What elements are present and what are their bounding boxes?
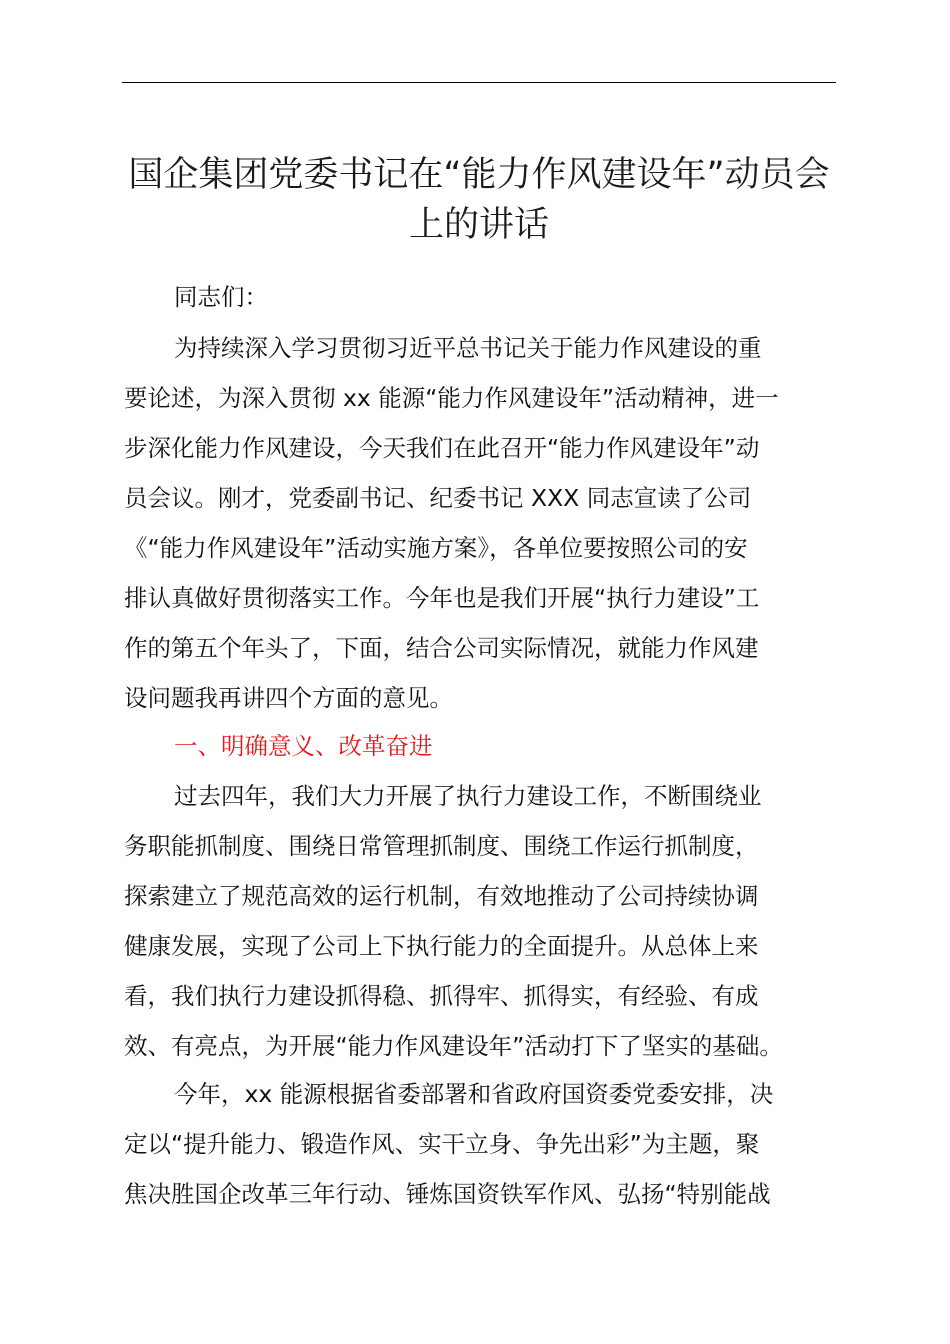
- paragraph-1: [124, 323, 836, 723]
- title-line-2: 上的讲话: [408, 205, 549, 245]
- paragraph-line: 要论述，为深入贯彻 xx 能源“能力作风建设年”活动精神，进一: [124, 384, 779, 412]
- paragraph-line: 设问题我再讲四个方面的意见。: [124, 684, 453, 712]
- paragraph-line: 焦决胜国企改革三年行动、锤炼国资铁军作风、弘扬“特别能战: [124, 1180, 771, 1208]
- paragraph-line: 健康发展，实现了公司上下执行能力的全面提升。从总体上来: [124, 932, 759, 960]
- paragraph-line: 排认真做好贯彻落实工作。今年也是我们开展“执行力建设”工: [124, 584, 760, 612]
- paragraph-3: [124, 1069, 836, 1219]
- paragraph-line: 员会议。刚才，党委副书记、纪委书记 XXX 同志宣读了公司: [124, 484, 752, 512]
- paragraph-line: 《“能力作风建设年”活动实施方案》，各单位要按照公司的安: [124, 534, 748, 562]
- paragraph-line: 务职能抓制度、围绕日常管理抓制度、围绕工作运行抓制度，: [124, 832, 759, 860]
- paragraph-line: 作的第五个年头了，下面，结合公司实际情况，就能力作风建: [124, 634, 759, 662]
- paragraph-line: 步深化能力作风建设，今天我们在此召开“能力作风建设年”动: [124, 434, 760, 462]
- paragraph-line: 今年，xx 能源根据省委部署和省政府国资委党委安排，决: [174, 1080, 774, 1108]
- paragraph-line: 探索建立了规范高效的运行机制，有效地推动了公司持续协调: [124, 882, 759, 910]
- paragraph-2: [124, 771, 836, 1071]
- header-rule: [122, 82, 836, 83]
- document-title: [110, 150, 848, 250]
- paragraph-line: 定以“提升能力、锻造作风、实干立身、争先出彩”为主题，聚: [124, 1130, 760, 1158]
- paragraph-line: 看，我们执行力建设抓得稳、抓得牢、抓得实，有经验、有成: [124, 982, 759, 1010]
- section-heading-1: 一、明确意义、改革奋进: [174, 732, 433, 760]
- title-line-1: 国企集团党委书记在“能力作风建设年”动员会: [128, 155, 830, 195]
- salutation: 同志们：: [174, 283, 268, 311]
- paragraph-line: 过去四年，我们大力开展了执行力建设工作，不断围绕业: [174, 782, 762, 810]
- paragraph-line: 效、有亮点，为开展“能力作风建设年”活动打下了坚实的基础。: [124, 1032, 783, 1060]
- paragraph-line: 为持续深入学习贯彻习近平总书记关于能力作风建设的重: [174, 334, 762, 362]
